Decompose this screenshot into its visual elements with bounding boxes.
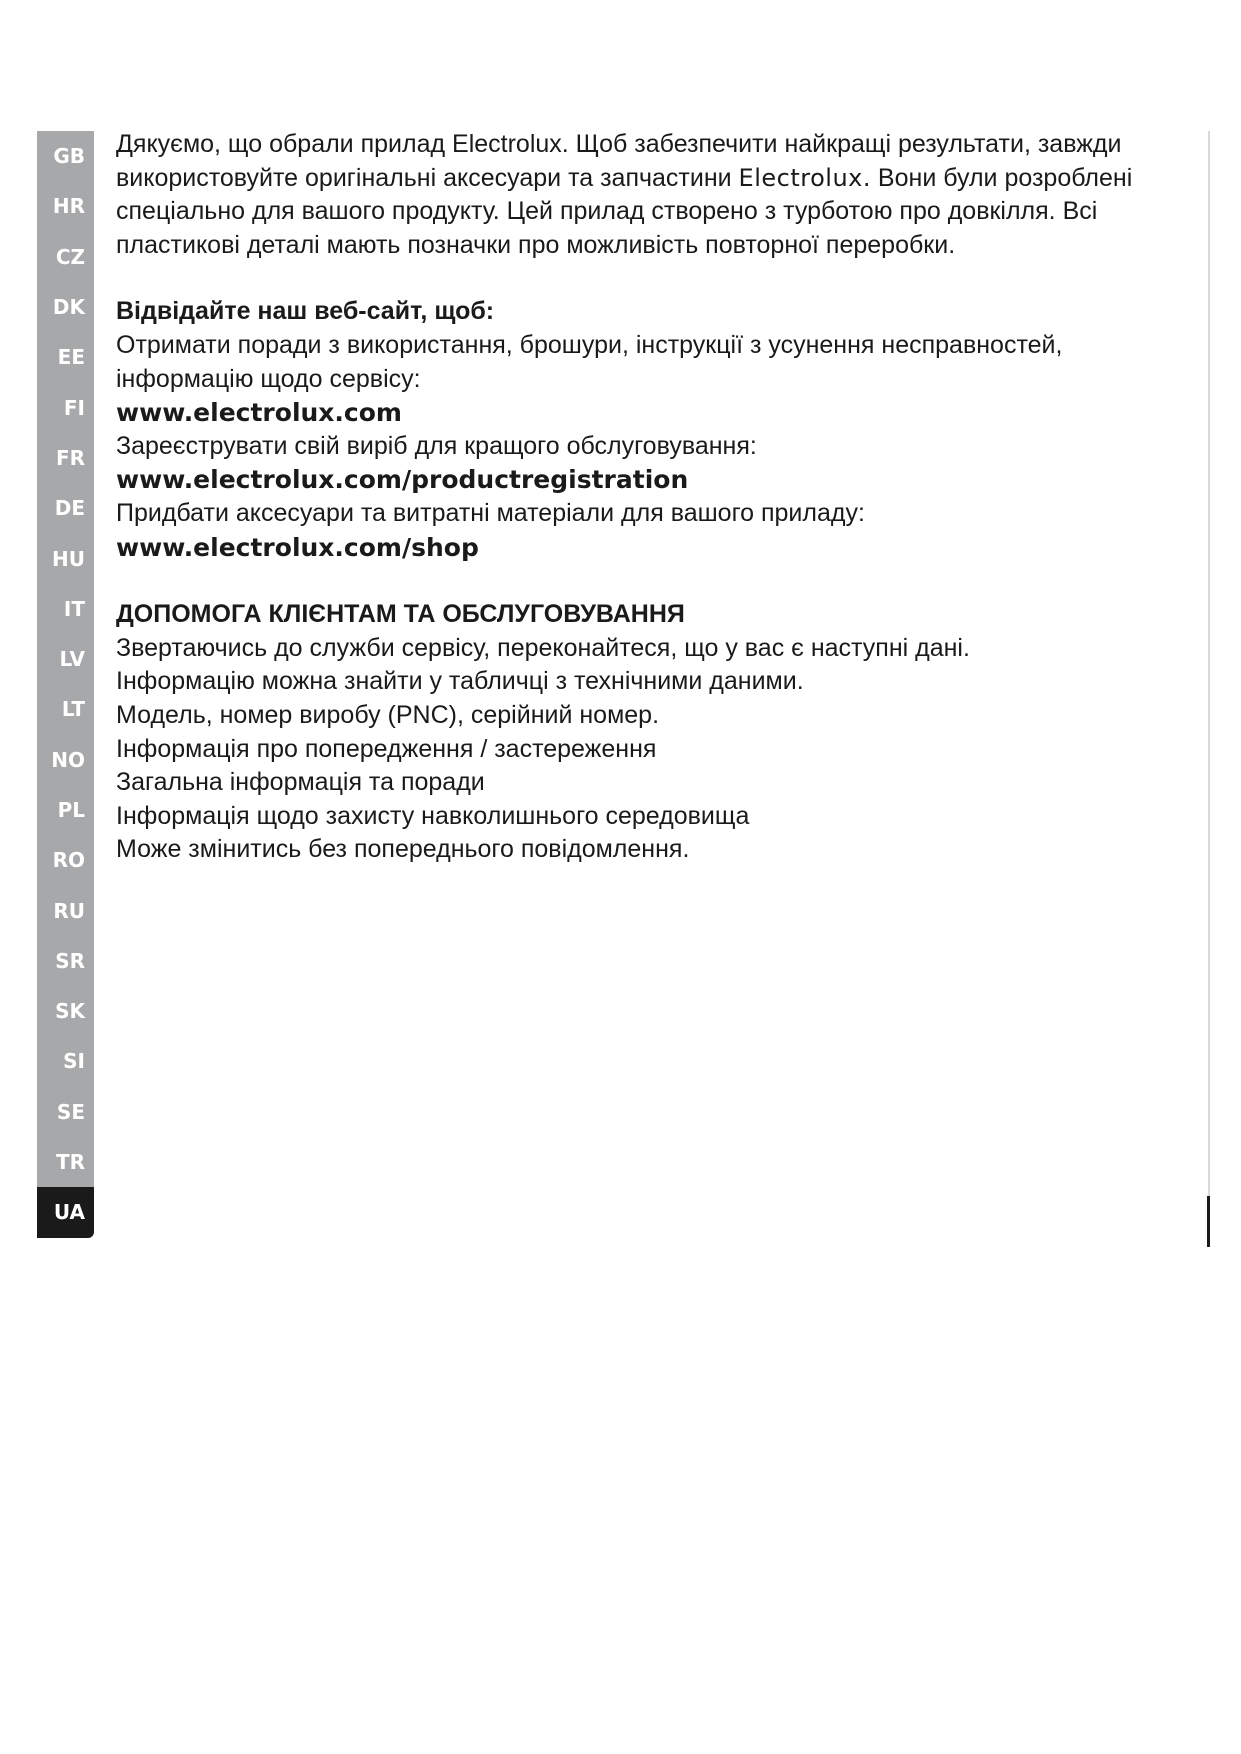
support-line: Інформація щодо захисту навколишнього середовища — [116, 801, 750, 830]
intro-paragraph — [116, 128, 1196, 262]
language-tab-tr[interactable]: TR — [37, 1137, 94, 1187]
support-line: Звертаючись до служби сервісу, переконайтеся, що у вас є наступні дані. — [116, 633, 970, 662]
support-line: Може змінитись без попереднього повідомлення. — [116, 835, 690, 864]
language-tab-dk[interactable]: DK — [37, 282, 94, 332]
document-body — [116, 128, 1196, 867]
language-tab-si[interactable]: SI — [37, 1036, 94, 1086]
website-heading: Відвідайте наш веб-сайт, щоб: — [116, 297, 495, 326]
language-tab-ee[interactable]: EE — [37, 332, 94, 382]
register-text: Зареєструвати свій виріб для кращого обслуговування: — [116, 431, 757, 460]
language-tab-fr[interactable]: FR — [37, 433, 94, 483]
language-tab-ro[interactable]: RO — [37, 835, 94, 885]
language-tab-hu[interactable]: HU — [37, 533, 94, 583]
language-tab-ru[interactable]: RU — [37, 885, 94, 935]
language-tab-gb[interactable]: GB — [37, 131, 94, 181]
language-tab-hr[interactable]: HR — [37, 181, 94, 231]
section-spacer — [116, 564, 1196, 598]
intro-text-2: Вони були розроблені спеціально для вашого продукту. Цей прилад створено з турботою про довкілля. Всі пластикові деталі мають позначки про можливість повторної переробки. — [116, 163, 1133, 259]
product-registration-link[interactable]: www.electrolux.com/productregistration — [116, 465, 689, 495]
language-tab-no[interactable]: NO — [37, 735, 94, 785]
support-line: Загальна інформація та поради — [116, 768, 485, 797]
language-tab-pl[interactable]: PL — [37, 785, 94, 835]
language-tab-lt[interactable]: LT — [37, 684, 94, 734]
support-line: Інформацію можна знайти у табличці з технічними даними. — [116, 667, 804, 696]
shop-text: Придбати аксесуари та витратні матеріали для вашого приладу: — [116, 498, 865, 527]
intro-text-1: Дякуємо, що обрали прилад Electrolux. Щоб забезпечити найкращі результати, завжди використовуйте оригінальні аксесуари та запчастини — [116, 130, 1122, 192]
language-tab-fi[interactable]: FI — [37, 382, 94, 432]
brand-name: Electrolux. — [738, 163, 871, 192]
language-tab-sr[interactable]: SR — [37, 936, 94, 986]
language-tab-it[interactable]: IT — [37, 584, 94, 634]
support-heading: ДОПОМОГА КЛІЄНТАМ ТА ОБСЛУГОВУВАННЯ — [116, 600, 685, 629]
language-tabs — [37, 131, 94, 1238]
support-line: Модель, номер виробу (PNC), серійний номер. — [116, 700, 660, 729]
support-line: Інформація про попередження / застереження — [116, 734, 657, 763]
tips-text: Отримати поради з використання, брошури, інструкції з усунення несправностей, інформацію щодо сервісу: — [116, 330, 1063, 393]
language-tab-lv[interactable]: LV — [37, 634, 94, 684]
language-tab-ua-active[interactable]: UA — [37, 1187, 94, 1237]
language-tab-cz[interactable]: CZ — [37, 232, 94, 282]
language-tab-sk[interactable]: SK — [37, 986, 94, 1036]
shop-link[interactable]: www.electrolux.com/shop — [116, 532, 479, 562]
active-section-marker — [1207, 1196, 1210, 1247]
language-tab-se[interactable]: SE — [37, 1087, 94, 1137]
website-link[interactable]: www.electrolux.com — [116, 398, 402, 428]
margin-divider — [1208, 131, 1210, 1197]
language-tab-de[interactable]: DE — [37, 483, 94, 533]
